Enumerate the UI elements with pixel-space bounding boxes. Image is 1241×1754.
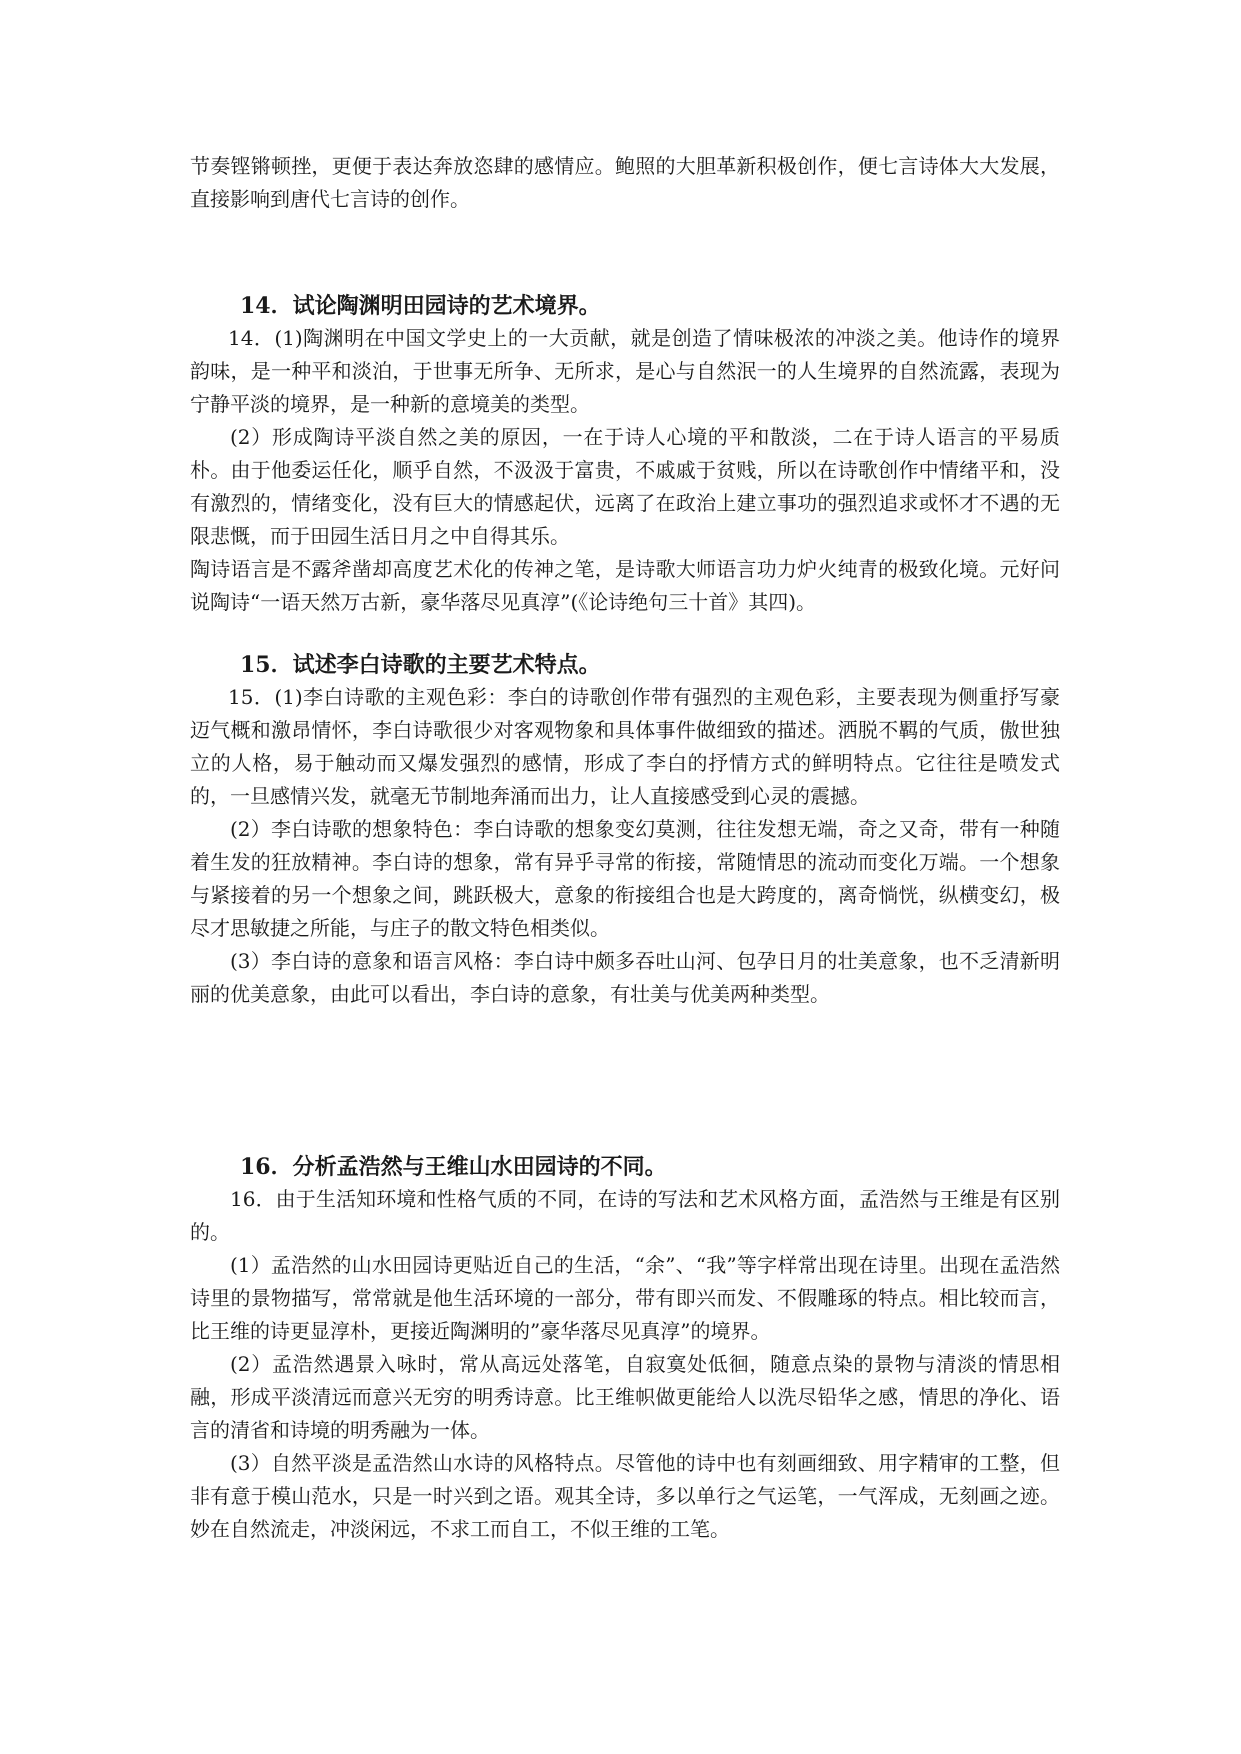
- section-16-title: 16．分析孟浩然与王维山水田园诗的不同。: [240, 1154, 667, 1180]
- intro-paragraph: 节奏铿锵顿挫，更便于表达奔放恣肆的感情应。鲍照的大胆革新积极创作，便七言诗体大大发展，直接影响到唐代七言诗的创作。: [190, 154, 1060, 211]
- section-16-paragraph-2: (1）孟浩然的山水田园诗更贴近自己的生活，“余”、“我”等字样常出现在诗里。出现在孟浩然诗里的景物描写，常常就是他生活环境的一部分，带有即兴而发、不假雕琢的特点。相比较而言，比王维的诗更显淳朴，更接近陶渊明的”豪华落尽见真淳”的境界。: [190, 1253, 1060, 1343]
- section-16-paragraph-4: (3）自然平淡是孟浩然山水诗的风格特点。尽管他的诗中也有刻画细致、用字精审的工整，但非有意于模山范水，只是一时兴到之语。观其全诗，多以单行之气运笔，一气浑成，无刻画之迹。妙在自然流走，冲淡闲远，不求工而自工，不似王维的工笔。: [190, 1451, 1060, 1541]
- section-15-title: 15．试述李白诗歌的主要艺术特点。: [240, 652, 601, 678]
- section-14-paragraph-1: 14．(1)陶渊明在中国文学史上的一大贡献，就是创造了情味极浓的冲淡之美。他诗作的境界韵味，是一种平和淡泊，于世事无所争、无所求，是心与自然泯一的人生境界的自然流露，表现为宁静平淡的境界，是一种新的意境美的类型。: [190, 326, 1060, 416]
- spacer: [190, 619, 1060, 649]
- section-16-paragraph-3: (2）孟浩然遇景入咏时，常从高远处落笔，自寂寞处低徊，随意点染的景物与清淡的情思相融，形成平淡清远而意兴无穷的明秀诗意。比王维帜做更能给人以洗尽铅华之感，情思的净化、语言的清省和诗境的明秀融为一体。: [190, 1352, 1060, 1442]
- section-15-paragraph-2: (2）李白诗歌的想象特色：李白诗歌的想象变幻莫测，往往发想无端，奇之又奇，带有一种随着生发的狂放精神。李白诗的想象，常有异乎寻常的衔接，常随情思的流动而变化万端。一个想象与紧接着的另一个想象之间，跳跃极大，意象的衔接组合也是大跨度的，离奇惝恍，纵横变幻，极尽才思敏捷之所能，与庄子的散文特色相类似。: [190, 817, 1060, 940]
- spacer: [190, 1011, 1060, 1151]
- section-16-paragraph-1: 16．由于生活知环境和性格气质的不同，在诗的写法和艺术风格方面，孟浩然与王维是有区别的。: [190, 1187, 1060, 1244]
- section-15-paragraph-3: (3）李白诗的意象和语言风格：李白诗中颇多吞吐山河、包孕日月的壮美意象，也不乏清新明丽的优美意象，由此可以看出，李白诗的意象，有壮美与优美两种类型。: [190, 949, 1060, 1006]
- section-14-paragraph-3: 陶诗语言是不露斧凿却高度艺术化的传神之笔，是诗歌大师语言功力炉火纯青的极致化境。元好问说陶诗“一语天然万古新，豪华落尽见真淳”(《论诗绝句三十首》其四)。: [190, 557, 1060, 614]
- document-page: [190, 150, 1060, 1546]
- spacer: [190, 216, 1060, 290]
- section-14-paragraph-2: (2）形成陶诗平淡自然之美的原因，一在于诗人心境的平和散淡，二在于诗人语言的平易质朴。由于他委运任化，顺乎自然，不汲汲于富贵，不戚戚于贫贱，所以在诗歌创作中情绪平和，没有激烈的，情绪变化，没有巨大的情感起伏，远离了在政治上建立事功的强烈追求或怀才不遇的无限悲慨，而于田园生活日月之中自得其乐。: [190, 425, 1060, 548]
- section-15-paragraph-1: 15．(1)李白诗歌的主观色彩：李白的诗歌创作带有强烈的主观色彩，主要表现为侧重抒写豪迈气概和激昂情怀，李白诗歌很少对客观物象和具体事件做细致的描述。洒脱不羁的气质，傲世独立的人格，易于触动而又爆发强烈的感情，形成了李白的抒情方式的鲜明特点。它往往是喷发式的，一旦感情兴发，就毫无节制地奔涌而出力，让人直接感受到心灵的震撼。: [190, 685, 1060, 808]
- section-14-title: 14．试论陶渊明田园诗的艺术境界。: [240, 293, 601, 319]
